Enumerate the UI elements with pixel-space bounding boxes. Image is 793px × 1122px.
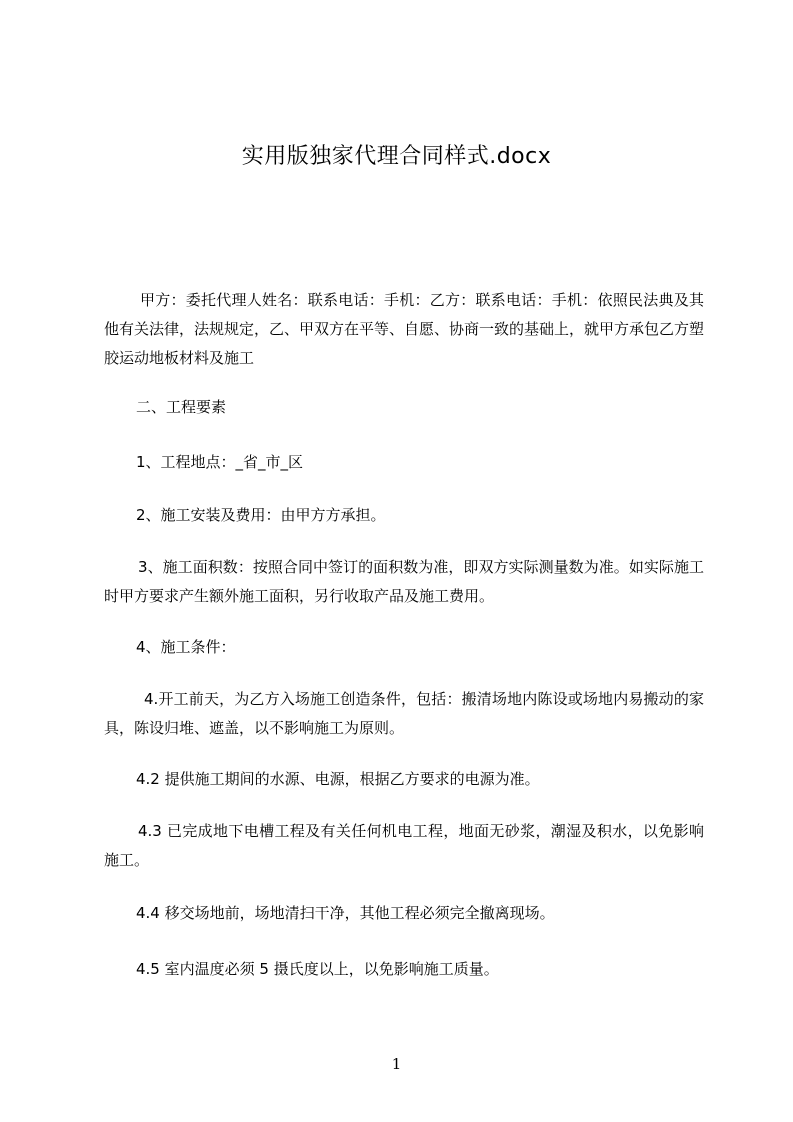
paragraph-condition-4-5: 4.5 室内温度必须 5 摄氏度以上，以免影响施工质量。 <box>136 960 499 978</box>
paragraph-condition-4-2: 4.2 提供施工期间的水源、电源，根据乙方要求的电源为准。 <box>136 770 540 788</box>
paragraph-project-location: 1、工程地点：_省_市_区 <box>136 453 304 471</box>
paragraph-condition-4-1: 4.开工前天，为乙方入场施工创造条件，包括：搬清场地内陈设或场地内易搬动的家具，陈设归堆、遮盖，以不影响施工为原则。 <box>104 690 704 737</box>
paragraph-parties: 甲方：委托代理人姓名：联系电话：手机：乙方：联系电话：手机：依照民法典及其他有关法律，法规规定，乙、甲双方在平等、自愿、协商一致的基础上，就甲方承包乙方塑胶运动地板材料及施工 <box>104 291 705 367</box>
paragraph-construction-conditions: 4、施工条件： <box>136 638 236 656</box>
page-number: 1 <box>391 1055 402 1073</box>
paragraph-condition-4-3: 4.3 已完成地下电槽工程及有关任何机电工程，地面无砂浆，潮湿及积水，以免影响施工。 <box>104 822 704 869</box>
paragraph-construction-area: 3、施工面积数：按照合同中签订的面积数为准，即双方实际测量数为准。如实际施工时甲方要求产生额外施工面积，另行收取产品及施工费用。 <box>104 558 704 605</box>
section-heading-project-elements: 二、工程要素 <box>136 398 227 416</box>
paragraph-condition-4-4: 4.4 移交场地前，场地清扫干净，其他工程必须完全撤离现场。 <box>136 904 555 922</box>
paragraph-installation-cost: 2、施工安装及费用：由甲方方承担。 <box>136 506 386 524</box>
document-title: 实用版独家代理合同样式.docx <box>241 144 552 169</box>
